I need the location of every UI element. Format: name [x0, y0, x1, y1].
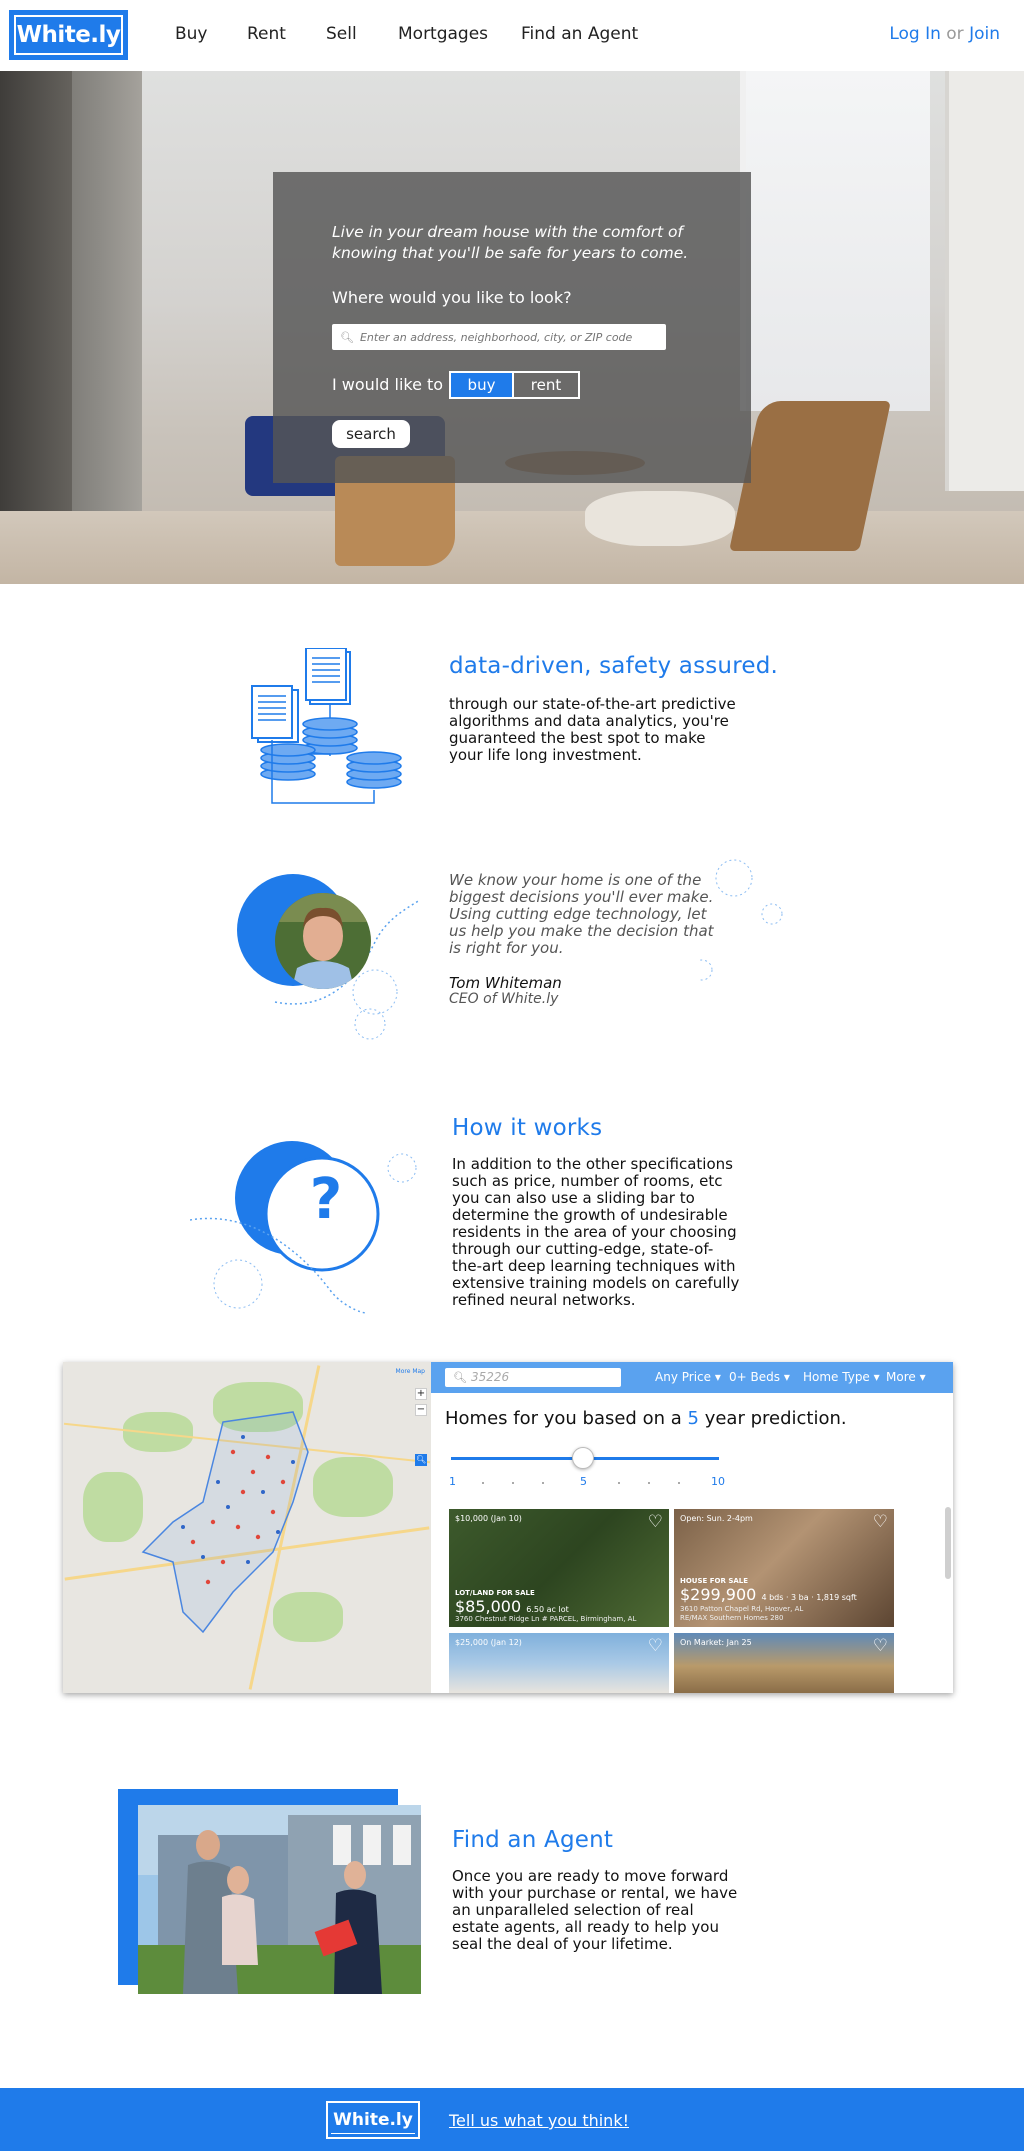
search-panel	[273, 172, 751, 483]
hero-bg-floor	[0, 511, 1024, 584]
map-region-overlay	[63, 1362, 431, 1693]
hero-bg-window	[740, 71, 930, 411]
filter-beds[interactable]: 0+ Beds ▾	[729, 1370, 790, 1384]
hero-tagline: Live in your dream house with the comfort of knowing that you'll be safe for years to come.	[332, 223, 689, 262]
search-icon: 🔍︎	[340, 330, 354, 344]
hero-section	[0, 71, 1024, 584]
favorite-heart-icon[interactable]: ♡	[872, 1636, 888, 1656]
more-map-link[interactable]: More Map	[395, 1368, 425, 1375]
auth-links	[889, 24, 1000, 44]
footer-logo[interactable]	[326, 2101, 420, 2139]
listing-type: LOT/LAND FOR SALE	[455, 1589, 535, 1597]
app-search-icon: 🔍︎	[453, 1371, 467, 1384]
login-link[interactable]: Log In	[889, 24, 941, 44]
prediction-app-preview	[63, 1362, 953, 1693]
listing-card[interactable]	[449, 1633, 669, 1693]
listings-map[interactable]	[63, 1362, 431, 1693]
listing-agency: RE/MAX Southern Homes 280	[680, 1614, 784, 1622]
listing-price: $299,900 4 bds · 3 ba · 1,819 sqft	[680, 1585, 857, 1604]
how-it-works-title: How it works	[452, 1115, 603, 1141]
logo[interactable]	[9, 10, 128, 60]
nav-find-agent[interactable]: Find an Agent	[521, 24, 639, 44]
prediction-years: 5	[687, 1408, 699, 1429]
map-search-icon[interactable]: 🔍︎	[416, 1455, 427, 1464]
feedback-link[interactable]: Tell us what you think!	[449, 2111, 629, 2130]
nav-rent[interactable]: Rent	[247, 24, 286, 44]
app-filter-bar	[431, 1362, 953, 1393]
search-button[interactable]: search	[332, 420, 410, 448]
year-slider-handle[interactable]	[572, 1447, 594, 1469]
toggle-rent[interactable]: rent	[530, 376, 562, 394]
question-mark-icon: ?	[309, 1167, 343, 1232]
prediction-heading: Homes for you based on a 5 year prediction.	[445, 1408, 847, 1429]
how-it-works-decoration	[190, 1140, 420, 1320]
where-label: Where would you like to look?	[332, 288, 572, 307]
listing-card[interactable]	[449, 1509, 669, 1627]
favorite-heart-icon[interactable]: ♡	[647, 1512, 663, 1532]
app-search-input[interactable]	[445, 1368, 621, 1387]
find-agent-body: Once you are ready to move forward with your purchase or rental, we have an unparalleled selection of real estate agents, all ready to help you seal the deal of your lifetime.	[452, 1867, 738, 1953]
or-text: or	[946, 24, 964, 44]
agent-photo	[138, 1805, 421, 1994]
favorite-heart-icon[interactable]: ♡	[647, 1636, 663, 1656]
nav-buy[interactable]: Buy	[175, 24, 208, 44]
listing-card[interactable]	[674, 1633, 894, 1693]
hero-bg-wall-dark	[0, 71, 72, 584]
filter-more[interactable]: More ▾	[886, 1370, 926, 1384]
listing-address: 3610 Patton Chapel Rd, Hoover, AL	[680, 1605, 804, 1613]
listing-price: $85,000 6.50 ac lot	[455, 1597, 569, 1616]
filter-home-type[interactable]: Home Type ▾	[803, 1370, 880, 1384]
listings-scrollbar[interactable]	[945, 1507, 951, 1579]
nav-mortgages[interactable]: Mortgages	[398, 24, 489, 44]
zoom-in-button[interactable]: +	[416, 1388, 426, 1399]
footer	[0, 2088, 1024, 2151]
slider-label-5: 5	[580, 1475, 587, 1488]
favorite-heart-icon[interactable]: ♡	[872, 1512, 888, 1532]
slider-label-1: 1	[449, 1475, 456, 1488]
search-input[interactable]	[360, 331, 650, 344]
find-agent-title: Find an Agent	[452, 1827, 614, 1853]
logo-text: White.ly	[14, 15, 123, 55]
footer-logo-text: White.ly	[331, 2106, 415, 2134]
listing-card[interactable]	[674, 1509, 894, 1627]
testimonial-role: CEO of White.ly	[449, 991, 559, 1007]
hero-bg-door	[945, 71, 1024, 491]
data-driven-title: data-driven, safety assured.	[449, 653, 779, 679]
top-nav	[0, 0, 1024, 71]
join-link[interactable]: Join	[969, 24, 1000, 44]
listing-badge: Open: Sun. 2-4pm	[680, 1514, 753, 1523]
ceo-avatar	[275, 882, 371, 1000]
like-label: I would like to	[332, 375, 444, 394]
listing-address: 3760 Chestnut Ridge Ln # PARCEL, Birmingham, AL	[455, 1615, 637, 1623]
zoom-out-button[interactable]: −	[416, 1404, 426, 1415]
data-analytics-icon	[248, 648, 408, 808]
listing-badge: $10,000 (Jan 10)	[455, 1514, 522, 1523]
slider-label-10: 10	[711, 1475, 725, 1488]
listing-badge: On Market: Jan 25	[680, 1638, 752, 1647]
toggle-buy[interactable]: buy	[451, 373, 514, 397]
nav-sell[interactable]: Sell	[326, 24, 357, 44]
listing-type: HOUSE FOR SALE	[680, 1577, 749, 1585]
testimonial-quote: We know your home is one of the biggest decisions you'll ever make. Using cutting edge technology, let us help you make the decision that is right for you.	[449, 871, 714, 957]
buy-rent-toggle	[449, 371, 580, 399]
hero-bg-rug	[585, 491, 735, 546]
filter-price[interactable]: Any Price ▾	[655, 1370, 721, 1384]
app-search-value: 35226	[471, 1370, 510, 1384]
data-driven-body: through our state-of-the-art predictive algorithms and data analytics, you're guaranteed the best spot to make your life long investment.	[449, 695, 736, 764]
search-field[interactable]	[332, 324, 666, 350]
listing-badge: $25,000 (Jan 12)	[455, 1638, 522, 1647]
how-it-works-body: In addition to the other specifications such as price, number of rooms, etc you can also use a sliding bar to determine the growth of undesirable residents in the area of your choosing through our cutting-edge, state-of-the-art deep learning techniques with extensive training models on carefully refined neural networks.	[452, 1155, 740, 1309]
testimonial-name: Tom Whiteman	[449, 974, 562, 992]
